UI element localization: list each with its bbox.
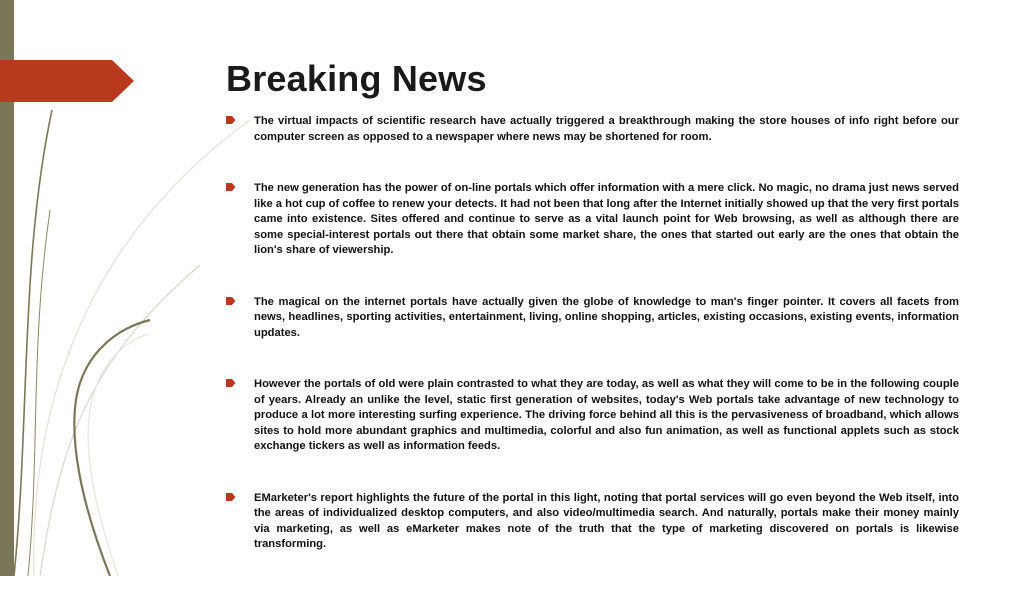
- arrow-bullet-icon: [226, 296, 236, 306]
- arrow-bullet-icon: [226, 182, 236, 192]
- bullet-list: [226, 114, 959, 589]
- bullet-text: However the portals of old were plain contrasted to what they are today, as well as what they will come to be in the following couple of years. Already an unlike the level, static first generation of websites, today's Web portals take advantage of new technology to produce a lot more interesting surfing experience. The driving force behind all this is the pervasiveness of broadband, which allows sites to hold more abundant graphics and multimedia, colorful and also fun animation, as well as functional applets such as stock exchange tickers as well as information feeds.: [254, 378, 959, 452]
- bullet-text: The virtual impacts of scientific research have actually triggered a breakthrough making the store houses of info right before our computer screen as opposed to a newspaper where news may be shortened for room.: [254, 115, 959, 143]
- list-item: [226, 295, 959, 342]
- arrow-bullet-icon: [226, 492, 236, 502]
- arrow-bullet-icon: [226, 378, 236, 388]
- bullet-text: The new generation has the power of on-line portals which offer information with a mere click. No magic, no drama just news served like a hot cup of coffee to renew your detects. It had not been that long after the Internet initially showed up that the very first portals came into existence. Sites offered and continue to serve as a vital launch point for Web browsing, as well as although there are some special-interest portals out there that obtain some market share, the ones that started out early are the ones that obtain the lion's share of viewership.: [254, 182, 959, 256]
- list-item: [226, 181, 959, 259]
- list-item: [226, 491, 959, 553]
- arrow-bullet-icon: [226, 115, 236, 125]
- bullet-text: The magical on the internet portals have actually given the globe of knowledge to man's finger pointer. It covers all facets from news, headlines, sporting activities, entertainment, living, online shopping, articles, existing occasions, existing events, information updates.: [254, 295, 959, 339]
- list-item: [226, 377, 959, 455]
- bullet-text: EMarketer's report highlights the future of the portal in this light, noting that portal services will go even beyond the Web itself, into the areas of individualized desktop computers, and also video/multimedia search. And naturally, portals make their money mainly via marketing, as well as eMarketer makes note of the truth that the type of marketing discovered on portals is likewise transforming.: [254, 491, 959, 550]
- page-title: Breaking News: [226, 58, 487, 99]
- list-item: [226, 114, 959, 145]
- title-accent-tab: [0, 60, 134, 102]
